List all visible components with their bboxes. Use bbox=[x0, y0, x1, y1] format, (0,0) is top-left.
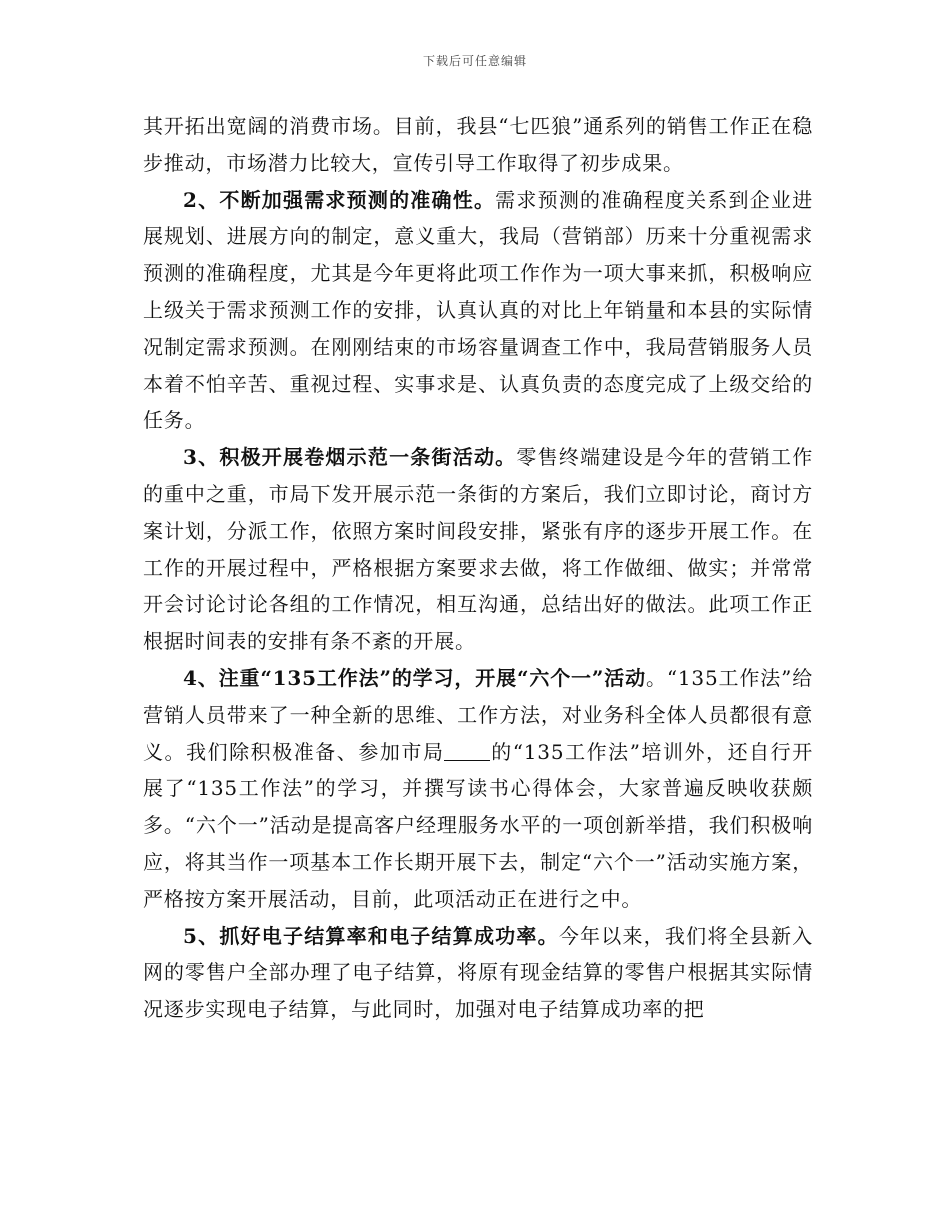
paragraph-body: 其开拓出宽阔的消费市场。目前，我县“七匹狼”通系列的销售工作正在稳步推动，市场潜力比较大，宣传引导工作取得了初步成果。 bbox=[143, 114, 813, 175]
paragraph-demand-forecast bbox=[143, 182, 813, 440]
paragraph-e-settlement bbox=[143, 918, 813, 1028]
page-header: 下载后可任意编辑 bbox=[422, 54, 527, 68]
paragraph-body: 。“135工作法”给营销人员带来了一种全新的思维、工作方法，对业务科全体人员都很有意义。我们除积极准备、参加市局 bbox=[143, 665, 814, 764]
section-heading: 2、不断加强需求预测的准确性。 bbox=[183, 187, 496, 212]
paragraph-continuation bbox=[143, 108, 813, 182]
section-heading: 5、抓好电子结算率和电子结算成功率。 bbox=[183, 923, 559, 948]
paragraph-body-continued: 的“135工作法”培训外，还自行开展了“135工作法”的学习，并撰写读书心得体会，大家普遍反映收获颇多。“六个一”活动是提高客户经理服务水平的一项创新举措，我们积极响应，将其当作一项基本工作长期开展下去，制定“六个一”活动实施方案，严格按方案开展活动，目前，此项活动正在进行之中。 bbox=[143, 739, 813, 911]
section-heading: 4、注重“135工作法”的学习，开展“六个一”活动 bbox=[183, 665, 647, 690]
paragraph-model-street bbox=[143, 439, 813, 660]
paragraph-body: 零售终端建设是今年的营销工作的重中之重，市局下发开展示范一条街的方案后，我们立即讨论，商讨方案计划，分派工作，依照方案时间段安排，紧张有序的逐步开展工作。在工作的开展过程中，严格根据方案要求去做，将工作做细、做实；并常常开会讨论讨论各组的工作情况，相互沟通，总结出好的做法。此项工作正根据时间表的安排有条不紊的开展。 bbox=[143, 445, 814, 654]
paragraph-body: 需求预测的准确程度关系到企业进展规划、进展方向的制定，意义重大，我局（营销部）历来十分重视需求预测的准确程度，尤其是今年更将此项工作作为一项大事来抓，积极响应上级关于需求预测工作的安排，认真认真的对比上年销量和本县的实际情况制定需求预测。在刚刚结束的市场容量调查工作中，我局营销服务人员本着不怕辛苦、重视过程、实事求是、认真负责的态度完成了上级交给的任务。 bbox=[143, 187, 814, 433]
document-body bbox=[143, 108, 813, 1028]
paragraph-135-method bbox=[143, 660, 813, 918]
fill-in-blank bbox=[444, 742, 490, 761]
section-heading: 3、积极开展卷烟示范一条街活动。 bbox=[183, 445, 517, 470]
paragraph-body: 今年以来，我们将全县新入网的零售户全部办理了电子结算，将原有现金结算的零售户根据其实际情况逐步实现电子结算，与此同时，加强对电子结算成功率的把 bbox=[143, 923, 813, 1022]
